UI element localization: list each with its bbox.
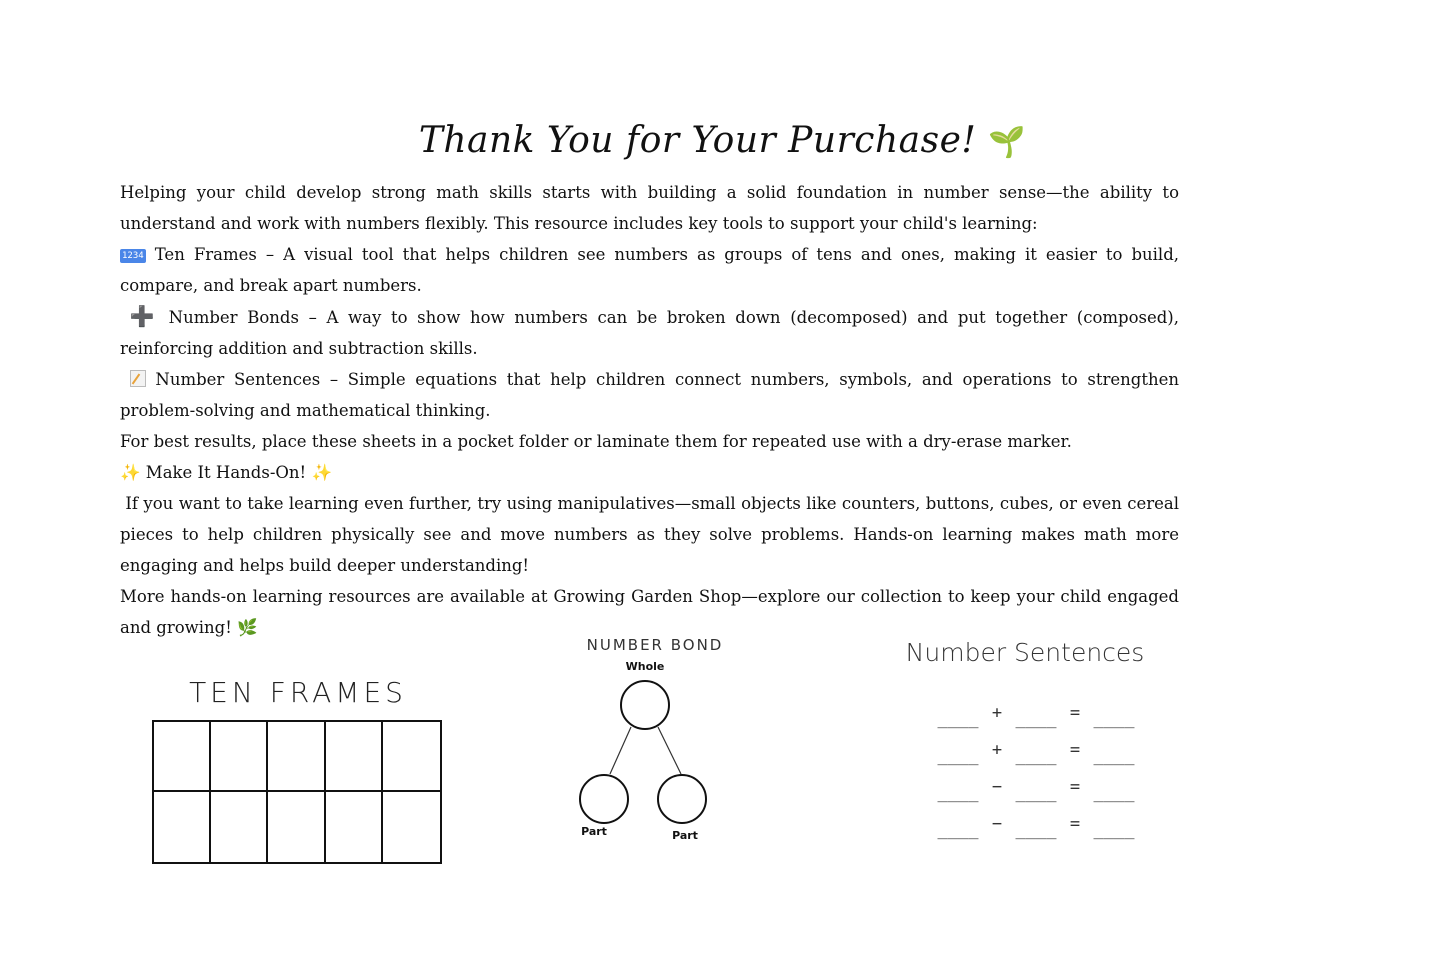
answer-blank: ____ bbox=[1093, 819, 1135, 840]
equals-sign: = bbox=[1069, 813, 1081, 834]
number-sentence-row bbox=[935, 700, 1145, 737]
tool-ten-frames: 1234 Ten Frames – A visual tool that helps children see numbers as groups of tens and ones, making it easier to build, compare, and break apart numbers. bbox=[120, 245, 1179, 295]
equals-sign: = bbox=[1069, 776, 1081, 797]
operator: − bbox=[991, 813, 1003, 834]
page-title: Thank You for Your Purchase! 🌱 bbox=[418, 120, 1027, 161]
sprout-icon: 🌱 bbox=[988, 125, 1027, 160]
bond-line-left bbox=[610, 727, 631, 774]
ten-frame-cell bbox=[326, 722, 383, 792]
numbers-emoji-icon: 1234 bbox=[122, 251, 144, 261]
ten-frame-grid bbox=[152, 720, 442, 864]
part-circle-left bbox=[580, 775, 628, 823]
memo-emoji-icon bbox=[130, 370, 146, 387]
equals-sign: = bbox=[1069, 739, 1081, 760]
answer-blank: ____ bbox=[937, 745, 979, 766]
equals-sign: = bbox=[1069, 702, 1081, 723]
ten-frame-cell bbox=[268, 792, 325, 862]
plus-emoji-icon: ➕ bbox=[129, 304, 159, 328]
ten-frame-cell bbox=[326, 792, 383, 862]
answer-blank: ____ bbox=[1015, 745, 1057, 766]
body-text bbox=[120, 177, 1179, 643]
tool-number-sentences: Number Sentences – Simple equations that help children connect numbers, symbols, and operations to strengthen problem-solving and mathematical thinking. bbox=[120, 370, 1179, 420]
number-sentence-row bbox=[935, 737, 1145, 774]
whole-circle bbox=[621, 681, 669, 729]
ten-frame-cell bbox=[211, 722, 268, 792]
operator: − bbox=[991, 776, 1003, 797]
operator: + bbox=[991, 739, 1003, 760]
ten-frame-cell bbox=[383, 792, 440, 862]
number-sentences-list bbox=[935, 700, 1145, 848]
number-bond-diagram bbox=[560, 655, 740, 845]
bond-line-right bbox=[658, 727, 681, 774]
part-label-left: Part bbox=[581, 825, 607, 838]
answer-blank: ____ bbox=[1015, 819, 1057, 840]
ten-frame-cell bbox=[154, 722, 211, 792]
ten-frame-cell bbox=[268, 722, 325, 792]
answer-blank: ____ bbox=[937, 708, 979, 729]
hands-on-paragraph: If you want to take learning even further, try using manipulatives—small objects like counters, buttons, cubes, or even cereal pieces to help children physically see and move numbers as they solve problems. Hands-on learning makes math more engaging and helps build deeper understanding! bbox=[120, 494, 1179, 575]
part-circle-right bbox=[658, 775, 706, 823]
number-sentences-title: Number Sentences bbox=[905, 638, 1145, 667]
operator: + bbox=[991, 702, 1003, 723]
answer-blank: ____ bbox=[937, 782, 979, 803]
answer-blank: ____ bbox=[1015, 782, 1057, 803]
sparkle-icon: ✨ bbox=[311, 463, 332, 482]
tip-paragraph: For best results, place these sheets in a pocket folder or laminate them for repeated use with a dry-erase marker. bbox=[120, 432, 1072, 451]
number-sentence-row bbox=[935, 774, 1145, 811]
herb-icon: 🌿 bbox=[237, 618, 258, 637]
whole-label: Whole bbox=[625, 660, 665, 673]
hands-on-heading: ✨ Make It Hands-On! ✨ bbox=[120, 463, 332, 482]
answer-blank: ____ bbox=[937, 819, 979, 840]
closing-paragraph: More hands-on learning resources are available at Growing Garden Shop—explore our collection to keep your child engaged and growing! 🌿 bbox=[120, 587, 1179, 637]
number-sentence-row bbox=[935, 811, 1145, 848]
intro-paragraph: Helping your child develop strong math skills starts with building a solid foundation in number sense—the ability to understand and work with numbers flexibly. This resource includes key tools to support your child's learning: bbox=[120, 183, 1179, 233]
ten-frame-cell bbox=[211, 792, 268, 862]
answer-blank: ____ bbox=[1093, 708, 1135, 729]
answer-blank: ____ bbox=[1093, 782, 1135, 803]
number-bond-title: NUMBER BOND bbox=[586, 636, 724, 654]
answer-blank: ____ bbox=[1093, 745, 1135, 766]
tool-number-bonds: ➕ Number Bonds – A way to show how numbers can be broken down (decomposed) and put together (composed), reinforcing addition and subtraction skills. bbox=[120, 304, 1179, 358]
part-label-right: Part bbox=[672, 829, 698, 842]
sparkle-icon: ✨ bbox=[120, 463, 141, 482]
ten-frames-title: TEN FRAMES bbox=[189, 676, 407, 709]
answer-blank: ____ bbox=[1015, 708, 1057, 729]
ten-frame-cell bbox=[383, 722, 440, 792]
ten-frame-cell bbox=[154, 792, 211, 862]
